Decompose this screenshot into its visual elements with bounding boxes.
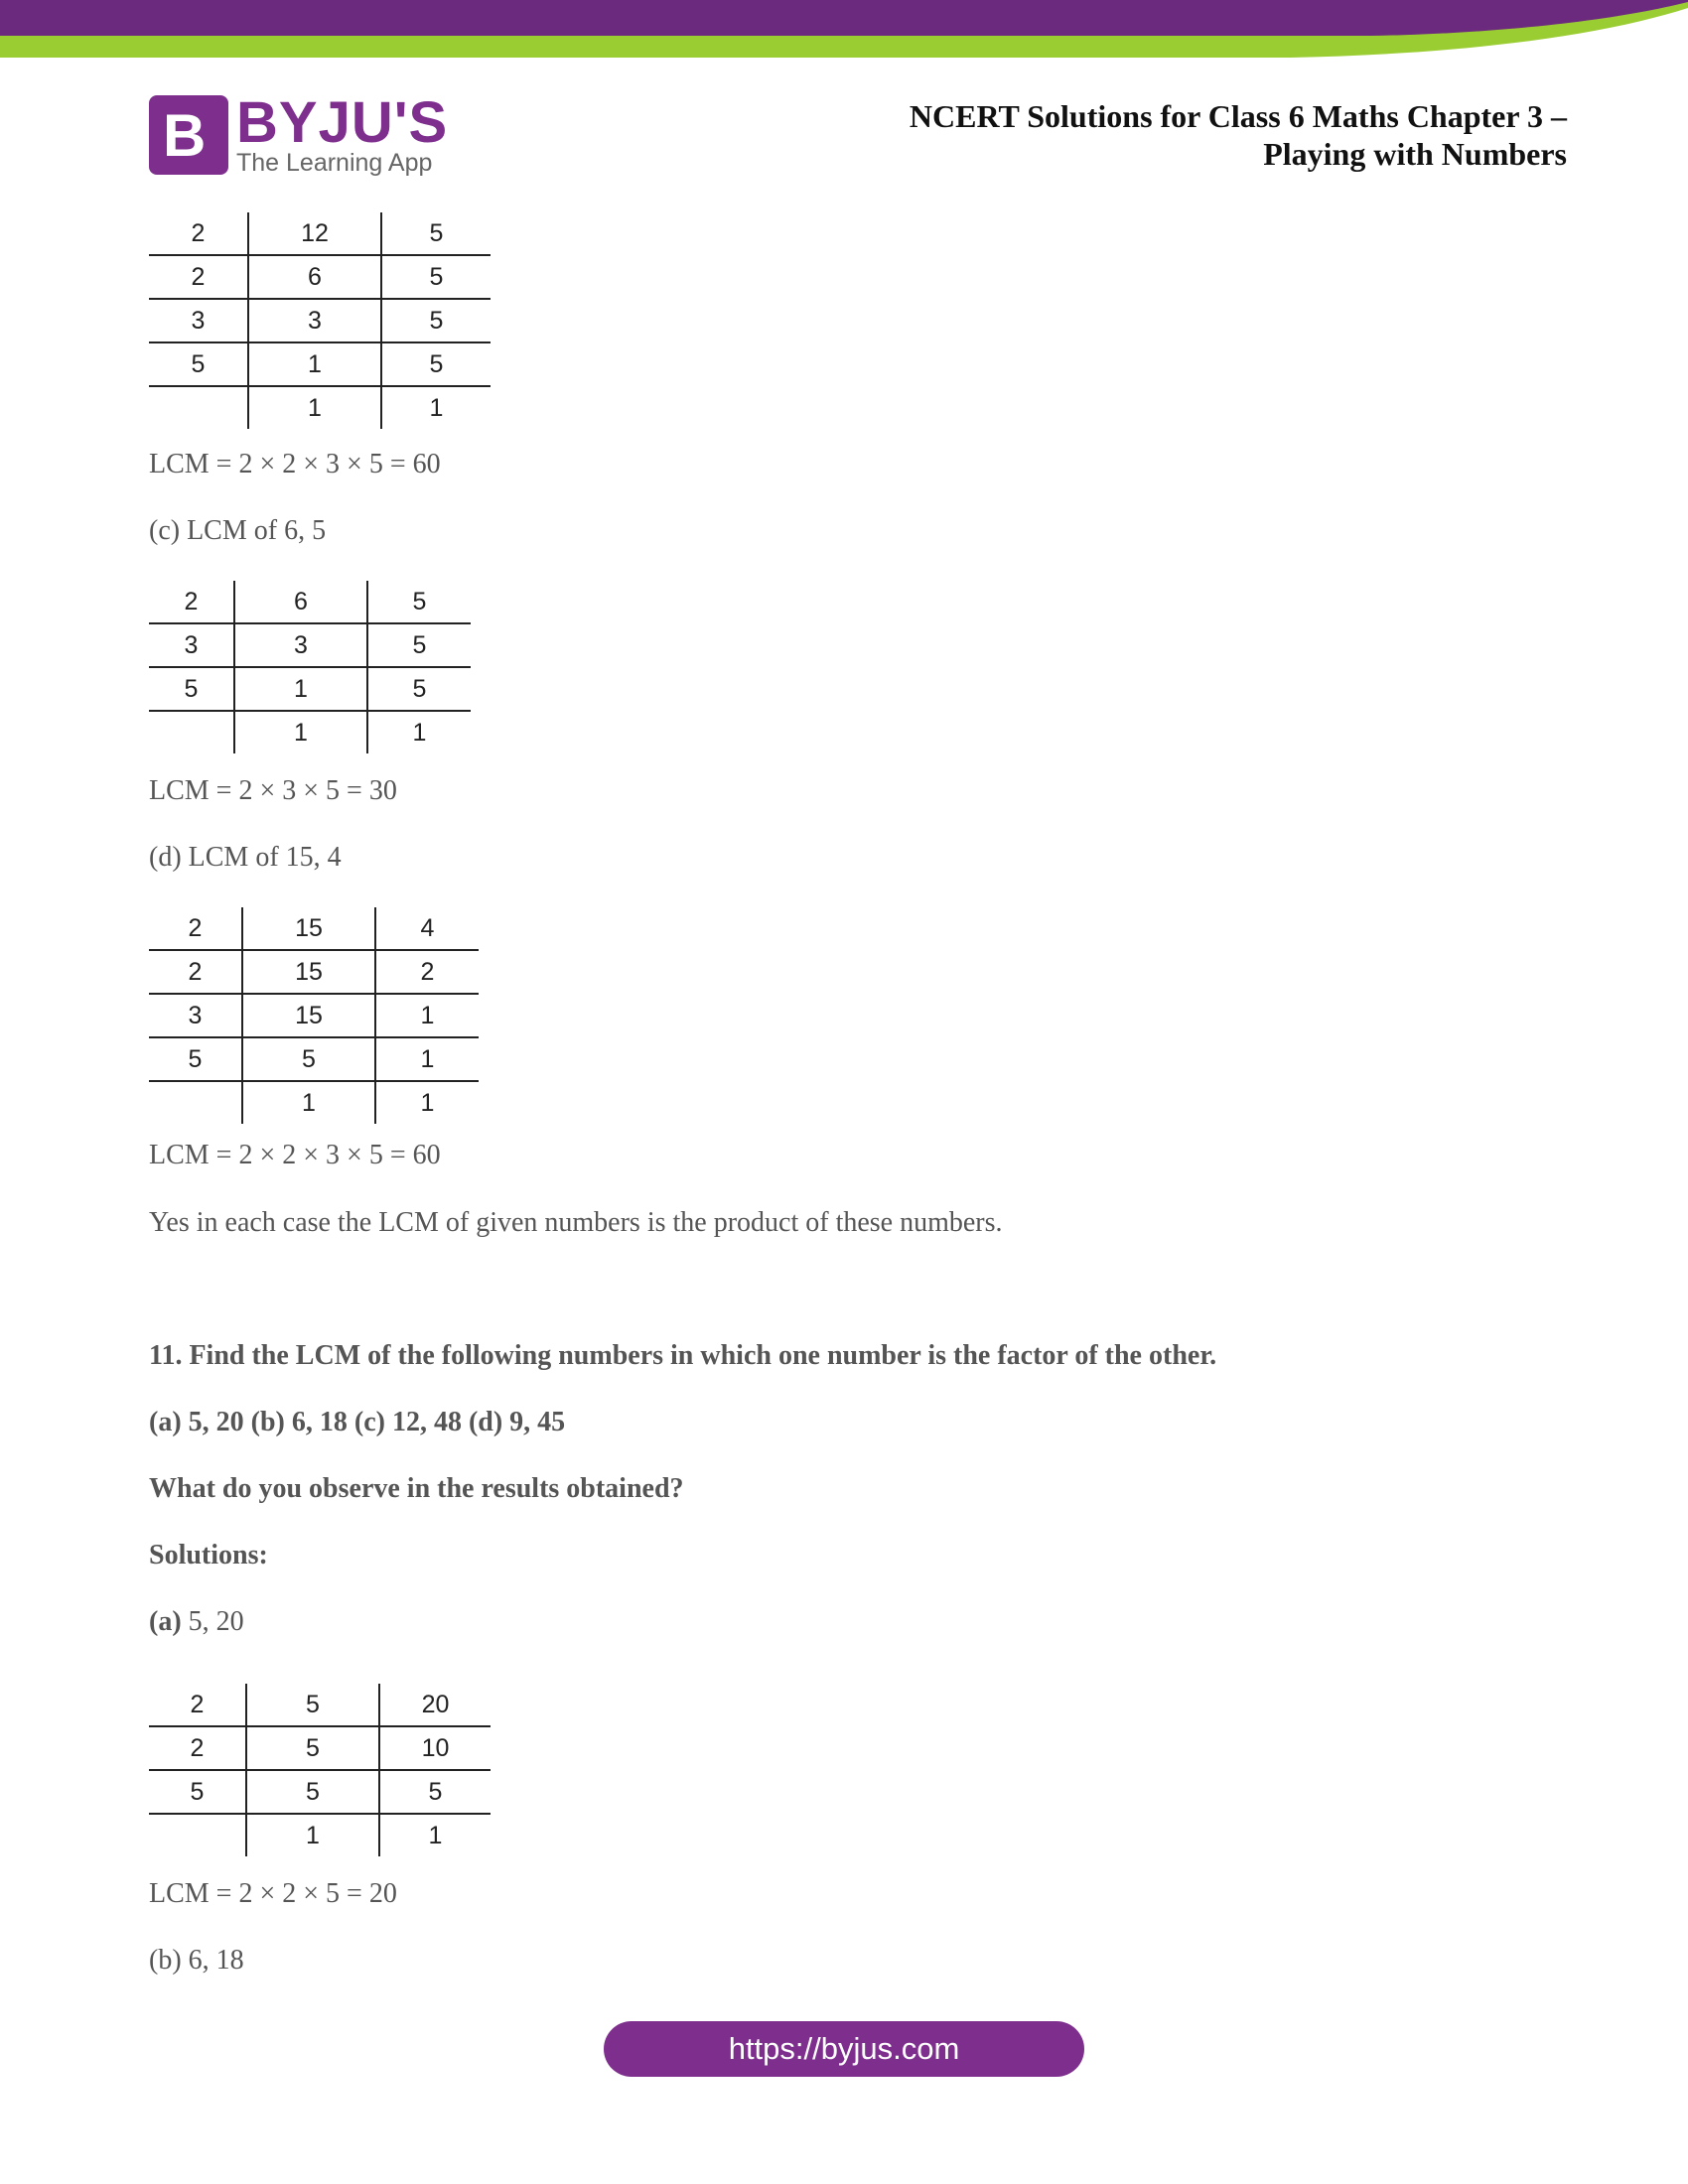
table-row (149, 907, 479, 950)
lcm-division-table-a (149, 1684, 491, 1856)
table-row (149, 299, 491, 342)
divisor-cell: 2 (149, 581, 234, 623)
quotient-cell: 1 (248, 342, 381, 386)
byjus-logo (149, 90, 449, 179)
quotient-cell: 15 (242, 950, 375, 994)
quotient-cell: 5 (246, 1726, 379, 1770)
quotient-cell: 12 (248, 212, 381, 255)
part-a-values: 5, 20 (181, 1606, 244, 1637)
quotient-cell: 1 (234, 667, 367, 711)
table-row (149, 623, 471, 667)
quotient-cell: 1 (375, 1037, 479, 1081)
table-row (149, 581, 471, 623)
table-row (149, 1814, 491, 1856)
lcm-division-table-c (149, 581, 471, 753)
table-row (149, 950, 479, 994)
quotient-cell: 15 (242, 907, 375, 950)
quotient-cell: 1 (246, 1814, 379, 1856)
table-row (149, 1684, 491, 1726)
lcm-result-c: LCM = 2 × 3 × 5 = 30 (149, 775, 397, 806)
lcm-result-d: LCM = 2 × 2 × 3 × 5 = 60 (149, 1140, 441, 1170)
divisor-cell: 3 (149, 994, 242, 1037)
part-d-heading: (d) LCM of 15, 4 (149, 842, 342, 873)
quotient-cell: 5 (242, 1037, 375, 1081)
document-title (910, 97, 1567, 173)
divisor-cell: 5 (149, 342, 248, 386)
part-a-heading (149, 1606, 244, 1638)
table-row (149, 667, 471, 711)
table-row (149, 255, 491, 299)
table-row (149, 1726, 491, 1770)
logo-brand-name: BYJU'S (236, 90, 449, 155)
quotient-cell: 4 (375, 907, 479, 950)
quotient-cell: 1 (381, 386, 491, 429)
divisor-cell: 2 (149, 907, 242, 950)
document-title-line-1: NCERT Solutions for Class 6 Maths Chapter 3 – (909, 98, 1567, 134)
divisor-cell (149, 711, 234, 753)
table-row (149, 386, 491, 429)
table-row (149, 1081, 479, 1124)
divisor-cell: 5 (149, 1037, 242, 1081)
quotient-cell: 3 (234, 623, 367, 667)
quotient-cell: 5 (246, 1684, 379, 1726)
logo-tagline: The Learning App (236, 149, 433, 177)
quotient-cell: 3 (248, 299, 381, 342)
part-b2-heading: (b) 6, 18 (149, 1945, 244, 1976)
table-row (149, 994, 479, 1037)
quotient-cell: 15 (242, 994, 375, 1037)
divisor-cell: 5 (149, 667, 234, 711)
quotient-cell: 5 (381, 299, 491, 342)
document-title-line-2: Playing with Numbers (1263, 136, 1567, 172)
quotient-cell: 5 (367, 623, 471, 667)
quotient-cell: 1 (375, 994, 479, 1037)
logo-mark-letter: B (163, 102, 207, 169)
quotient-cell: 1 (379, 1814, 491, 1856)
quotient-cell: 5 (381, 212, 491, 255)
quotient-cell: 10 (379, 1726, 491, 1770)
quotient-cell: 6 (248, 255, 381, 299)
divisor-cell (149, 386, 248, 429)
quotient-cell: 1 (367, 711, 471, 753)
divisor-cell: 3 (149, 623, 234, 667)
quotient-cell: 5 (246, 1770, 379, 1814)
quotient-cell: 20 (379, 1684, 491, 1726)
quotient-cell: 5 (381, 255, 491, 299)
lcm-result-a: LCM = 2 × 2 × 5 = 20 (149, 1878, 397, 1909)
divisor-cell: 2 (149, 255, 248, 299)
table-row (149, 1037, 479, 1081)
divisor-cell: 3 (149, 299, 248, 342)
divisor-cell: 2 (149, 1726, 246, 1770)
divisor-cell (149, 1814, 246, 1856)
divisor-cell: 2 (149, 950, 242, 994)
table-row (149, 212, 491, 255)
lcm-result-b: LCM = 2 × 2 × 3 × 5 = 60 (149, 449, 441, 479)
quotient-cell: 5 (367, 581, 471, 623)
question-11: 11. Find the LCM of the following numbers in which one number is the factor of the other. (149, 1340, 1217, 1371)
header-color-band (0, 0, 1688, 64)
divisor-cell: 2 (149, 212, 248, 255)
quotient-cell: 5 (367, 667, 471, 711)
quotient-cell: 6 (234, 581, 367, 623)
quotient-cell: 1 (242, 1081, 375, 1124)
table-row (149, 711, 471, 753)
table-row (149, 342, 491, 386)
question-11-parts: (a) 5, 20 (b) 6, 18 (c) 12, 48 (d) 9, 45 (149, 1407, 566, 1437)
divisor-cell (149, 1081, 242, 1124)
part-c-heading: (c) LCM of 6, 5 (149, 515, 327, 546)
quotient-cell: 1 (234, 711, 367, 753)
quotient-cell: 5 (381, 342, 491, 386)
observation-text: Yes in each case the LCM of given numbers is the product of these numbers. (149, 1207, 1003, 1238)
website-url-button[interactable]: https://byjus.com (604, 2021, 1084, 2077)
part-a-label: (a) (149, 1606, 182, 1637)
lcm-division-table-d (149, 907, 479, 1124)
divisor-cell: 2 (149, 1684, 246, 1726)
solutions-heading: Solutions: (149, 1540, 268, 1570)
quotient-cell: 2 (375, 950, 479, 994)
quotient-cell: 1 (248, 386, 381, 429)
table-row (149, 1770, 491, 1814)
question-11-observe: What do you observe in the results obtained? (149, 1473, 684, 1504)
logo-mark (149, 95, 228, 175)
quotient-cell: 5 (379, 1770, 491, 1814)
quotient-cell: 1 (375, 1081, 479, 1124)
lcm-division-table-b (149, 212, 491, 429)
divisor-cell: 5 (149, 1770, 246, 1814)
